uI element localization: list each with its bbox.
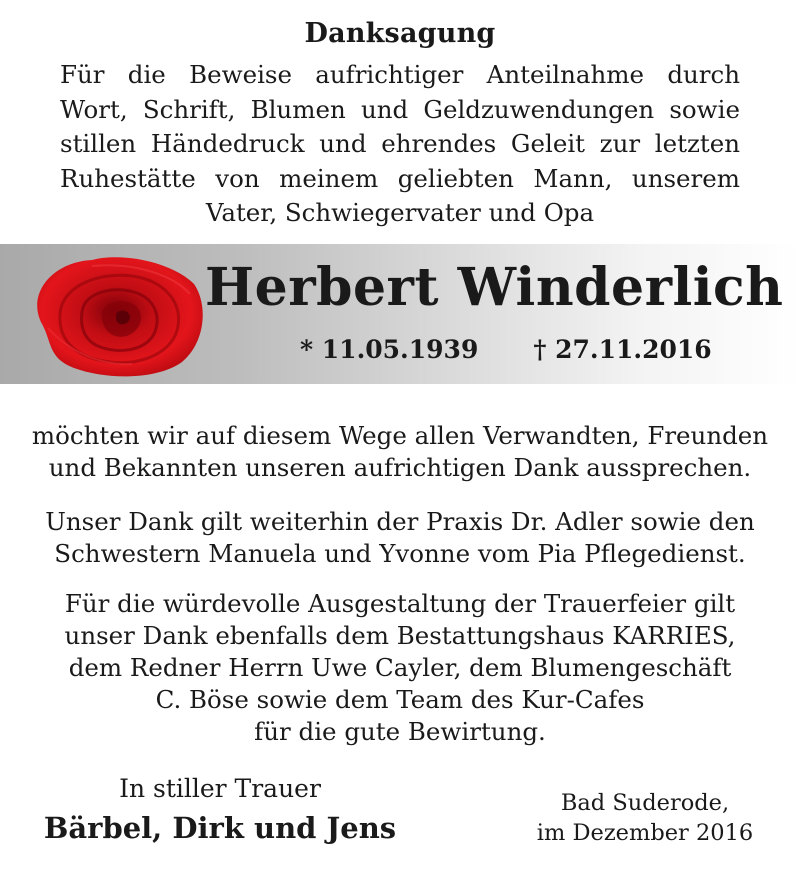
place-and-date	[510, 788, 780, 848]
intro-line: Für die Beweise aufrichtiger Anteilnahme durch	[60, 60, 740, 89]
paragraph-line: möchten wir auf diesem Wege allen Verwandten, Freunden	[31, 421, 769, 450]
place-line: Bad Suderode,	[560, 790, 730, 816]
intro-line: Vater, Schwiegervater und Opa	[205, 198, 595, 227]
intro-text	[60, 58, 740, 231]
rose-icon	[22, 254, 208, 380]
thanks-paragraph-care	[0, 506, 800, 570]
paragraph-line: C. Böse sowie dem Team des Kur-Cafes	[155, 685, 645, 714]
intro-line: Wort, Schrift, Blumen und Geldzuwendungen sowie	[60, 94, 740, 124]
death-date: † 27.11.2016	[533, 335, 712, 364]
signoff	[40, 774, 400, 848]
life-dates	[300, 335, 712, 364]
paragraph-line: dem Redner Herrn Uwe Cayler, dem Blumengeschäft	[68, 653, 732, 682]
paragraph-line: Für die würdevolle Ausgestaltung der Trauerfeier gilt	[64, 589, 736, 618]
paragraph-line: und Bekannten unseren aufrichtigen Dank aussprechen.	[48, 453, 752, 482]
heading: Danksagung	[304, 18, 496, 49]
thanks-paragraph-funeral	[0, 588, 800, 748]
deceased-name: Herbert Winderlich	[205, 257, 784, 318]
intro-line: Ruhestätte von meinem geliebten Mann, unserem	[60, 163, 740, 193]
mourner-names: Bärbel, Dirk und Jens	[43, 811, 397, 845]
date-line: im Dezember 2016	[536, 820, 754, 846]
paragraph-line: Unser Dank gilt weiterhin der Praxis Dr. Adler sowie den	[45, 507, 755, 536]
paragraph-line: für die gute Bewirtung.	[254, 717, 546, 746]
paragraph-line: Schwestern Manuela und Yvonne vom Pia Pflegedienst.	[54, 539, 746, 568]
intro-line: stillen Händedruck und ehrendes Geleit zur letzten	[60, 129, 740, 158]
signoff-label: In stiller Trauer	[119, 774, 321, 803]
paragraph-line: unser Dank ebenfalls dem Bestattungshaus KARRIES,	[64, 621, 736, 650]
birth-date: * 11.05.1939	[300, 335, 479, 364]
thanks-paragraph-relatives	[0, 420, 800, 484]
